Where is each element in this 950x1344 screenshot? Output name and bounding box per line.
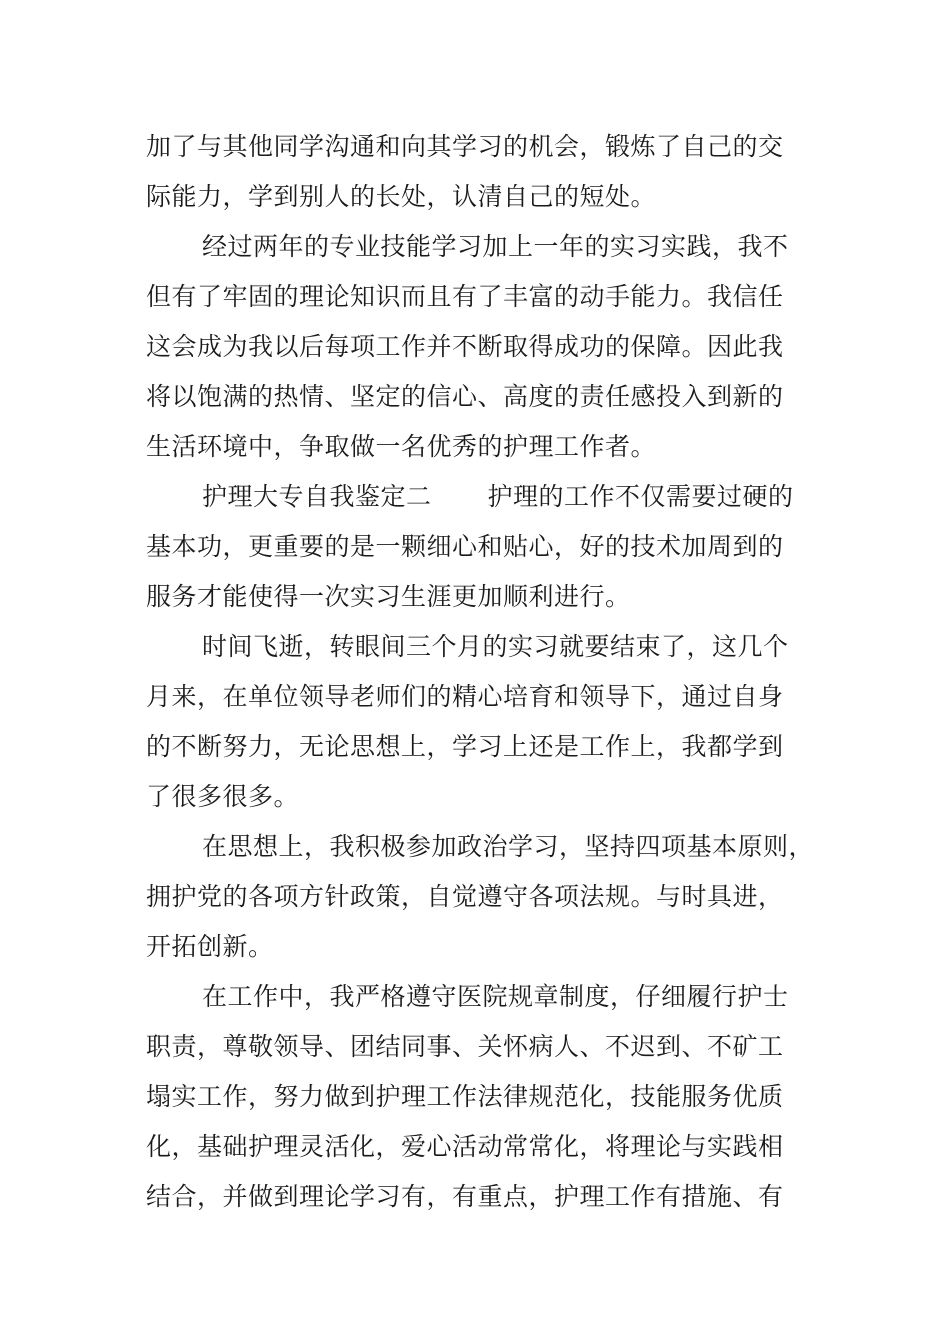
text-line: 但有了牢固的理论知识而且有了丰富的动手能力。我信任 bbox=[146, 282, 784, 311]
text-line: 开拓创新。 bbox=[146, 932, 274, 961]
section-text: 护理的工作不仅需要过硬的 bbox=[487, 482, 794, 511]
document-body bbox=[146, 122, 815, 1222]
text-line: 职责，尊敬领导、团结同事、关怀病人、不迟到、不矿工 bbox=[146, 1032, 784, 1061]
section-heading-line bbox=[146, 472, 810, 522]
text-line: 化，基础护理灵活化，爱心活动常常化，将理论与实践相 bbox=[146, 1132, 784, 1161]
text-line: 将以饱满的热情、坚定的信心、高度的责任感投入到新的 bbox=[146, 382, 784, 411]
text-line: 了很多很多。 bbox=[146, 782, 300, 811]
paragraph-start-line: 时间飞逝，转眼间三个月的实习就要结束了，这几个 bbox=[202, 632, 789, 661]
paragraph-start-line: 在思想上，我积极参加政治学习，坚持四项基本原则， bbox=[202, 832, 815, 861]
text-line: 际能力，学到别人的长处，认清自己的短处。 bbox=[146, 182, 657, 211]
text-line: 拥护党的各项方针政策，自觉遵守各项法规。与时具进， bbox=[146, 882, 784, 911]
text-line: 塌实工作，努力做到护理工作法律规范化，技能服务优质 bbox=[146, 1082, 784, 1111]
text-line: 服务才能使得一次实习生涯更加顺利进行。 bbox=[146, 582, 631, 611]
section-heading: 护理大专自我鉴定二 bbox=[202, 482, 432, 511]
paragraph-start-line: 在工作中，我严格遵守医院规章制度，仔细履行护士 bbox=[202, 982, 789, 1011]
text-line: 这会成为我以后每项工作并不断取得成功的保障。因此我 bbox=[146, 332, 784, 361]
text-line: 的不断努力，无论思想上，学习上还是工作上，我都学到 bbox=[146, 732, 784, 761]
paragraph-start-line: 经过两年的专业技能学习加上一年的实习实践，我不 bbox=[202, 232, 789, 261]
text-line: 加了与其他同学沟通和向其学习的机会，锻炼了自己的交 bbox=[146, 132, 784, 161]
text-line: 结合，并做到理论学习有，有重点，护理工作有措施、有 bbox=[146, 1182, 784, 1211]
text-line: 生活环境中，争取做一名优秀的护理工作者。 bbox=[146, 432, 657, 461]
text-line: 月来，在单位领导老师们的精心培育和领导下，通过自身 bbox=[146, 682, 784, 711]
text-line: 基本功，更重要的是一颗细心和贴心，好的技术加周到的 bbox=[146, 532, 784, 561]
